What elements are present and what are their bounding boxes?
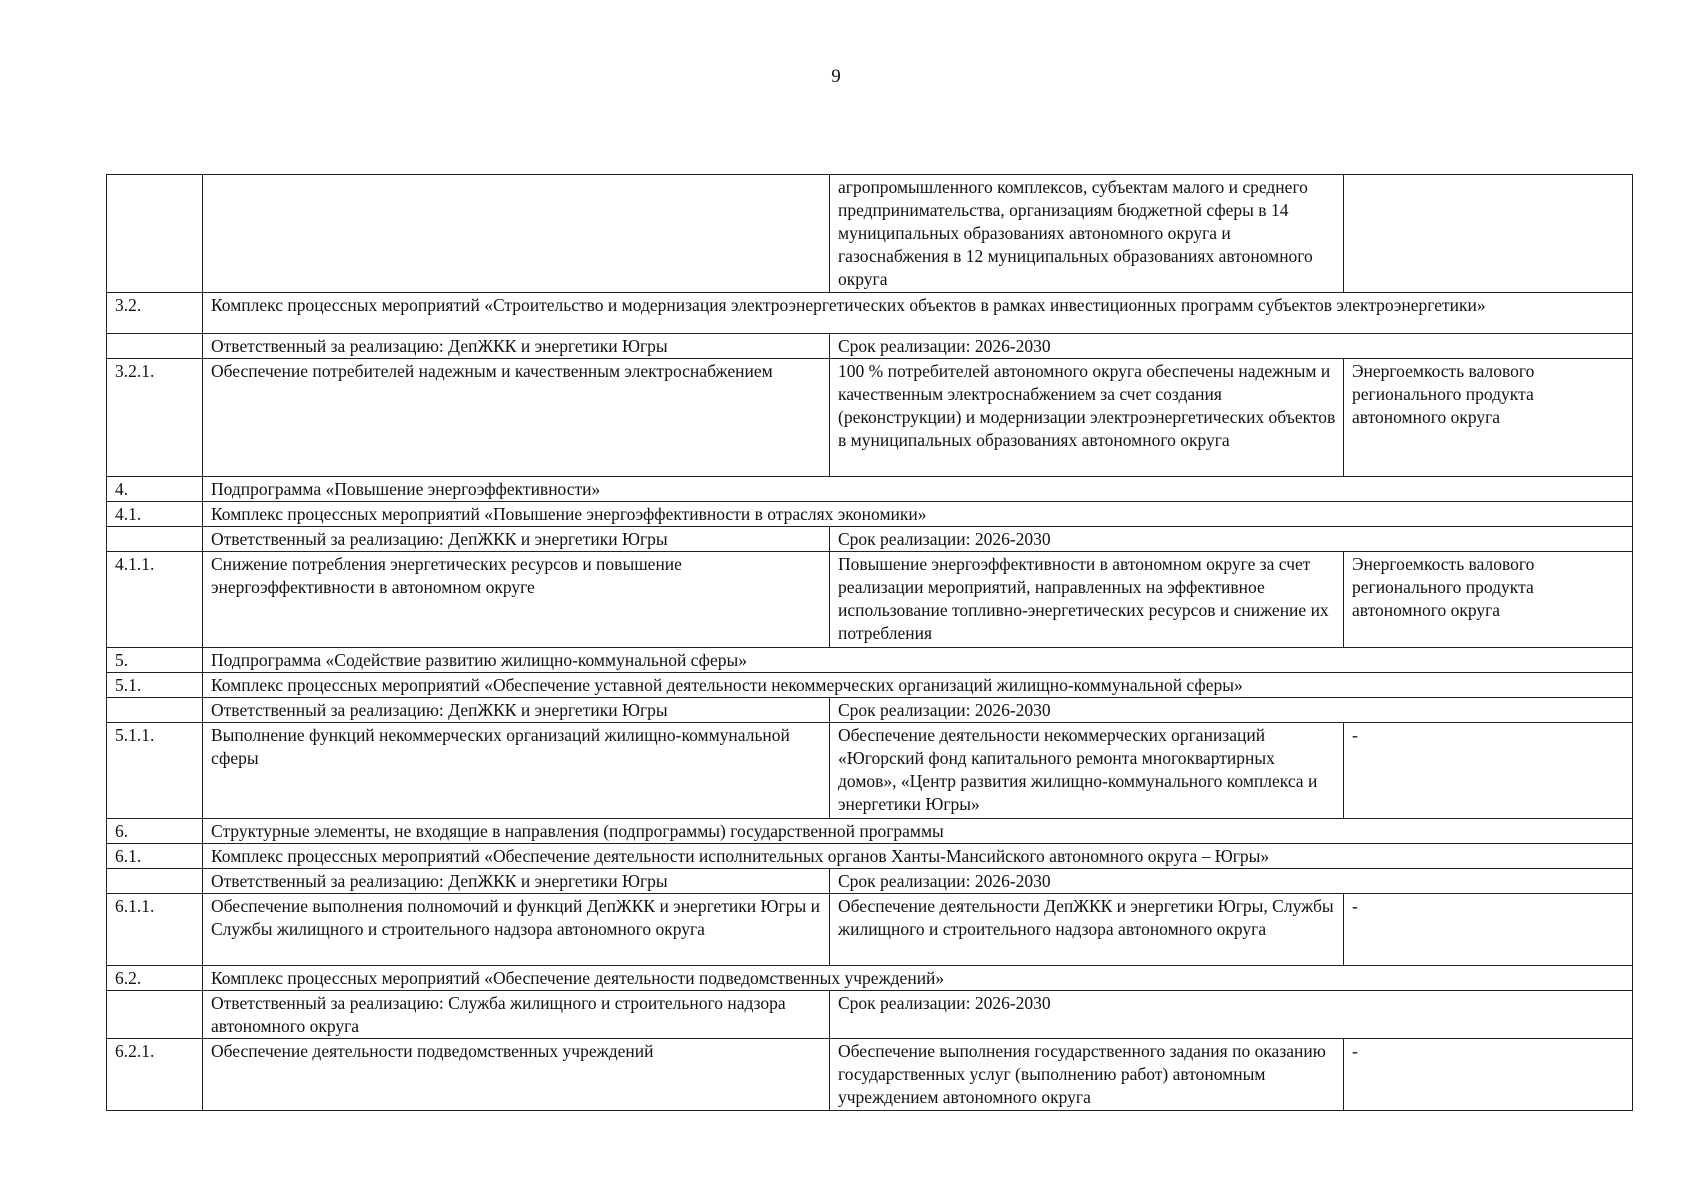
- row-result: Обеспечение выполнения государственного задания по оказанию государственных услуг (выполнению работ) автономным учреждением автономного округа: [830, 1039, 1344, 1111]
- section-row: [107, 502, 1633, 527]
- responsible-row: [107, 698, 1633, 723]
- row-number: 4.1.: [107, 502, 203, 527]
- table-row: [107, 1039, 1633, 1111]
- table-row: [107, 894, 1633, 966]
- row-number: 5.: [107, 648, 203, 673]
- row-number: 5.1.: [107, 673, 203, 698]
- term-cell: Срок реализации: 2026-2030: [830, 527, 1633, 552]
- table-row: [107, 359, 1633, 477]
- term-cell: Срок реализации: 2026-2030: [830, 334, 1633, 359]
- responsible-cell: Ответственный за реализацию: Служба жилищного и строительного надзора автономного округа: [203, 991, 830, 1039]
- row-result: Обеспечение деятельности ДепЖКК и энергетики Югры, Службы жилищного и строительного надзора автономного округа: [830, 894, 1344, 966]
- row-title: Снижение потребления энергетических ресурсов и повышение энергоэффективности в автономном округе: [203, 552, 830, 648]
- row-result: 100 % потребителей автономного округа обеспечены надежным и качественным электроснабжением за счет создания (реконструкции) и модернизации электроэнергетических объектов в муниципальных образованиях автономного округа: [830, 359, 1344, 477]
- section-row: [107, 293, 1633, 334]
- row-title: [203, 175, 830, 293]
- row-number: [107, 175, 203, 293]
- responsible-cell: Ответственный за реализацию: ДепЖКК и энергетики Югры: [203, 527, 830, 552]
- row-result: Обеспечение деятельности некоммерческих организаций «Югорский фонд капитального ремонта многоквартирных домов», «Центр развития жилищно-коммунального комплекса и энергетики Югры»: [830, 723, 1344, 819]
- term-cell: Срок реализации: 2026-2030: [830, 869, 1633, 894]
- row-number: 5.1.1.: [107, 723, 203, 819]
- section-title: Подпрограмма «Содействие развитию жилищно-коммунальной сферы»: [203, 648, 1633, 673]
- term-cell: Срок реализации: 2026-2030: [830, 698, 1633, 723]
- row-number: 4.: [107, 477, 203, 502]
- table-row: [107, 552, 1633, 648]
- row-number: 4.1.1.: [107, 552, 203, 648]
- section-title: Подпрограмма «Повышение энергоэффективности»: [203, 477, 1633, 502]
- section-row: [107, 477, 1633, 502]
- row-indicator: -: [1344, 1039, 1633, 1111]
- page-number: 9: [831, 66, 841, 87]
- program-structure-table: [106, 174, 1633, 1111]
- section-row: [107, 819, 1633, 844]
- row-indicator: Энергоемкость валового регионального продукта автономного округа: [1344, 359, 1633, 477]
- term-cell: Срок реализации: 2026-2030: [830, 991, 1633, 1039]
- row-number: 6.: [107, 819, 203, 844]
- row-title: Выполнение функций некоммерческих организаций жилищно-коммунальной сферы: [203, 723, 830, 819]
- responsible-row: [107, 869, 1633, 894]
- row-number: 6.2.: [107, 966, 203, 991]
- section-title: Комплекс процессных мероприятий «Обеспечение деятельности исполнительных органов Ханты-Мансийского автономного округа – Югры»: [203, 844, 1633, 869]
- responsible-cell: Ответственный за реализацию: ДепЖКК и энергетики Югры: [203, 698, 830, 723]
- row-number: 6.1.1.: [107, 894, 203, 966]
- section-row: [107, 673, 1633, 698]
- section-title: Комплекс процессных мероприятий «Повышение энергоэффективности в отраслях экономики»: [203, 502, 1633, 527]
- row-number: 3.2.1.: [107, 359, 203, 477]
- row-title: Обеспечение потребителей надежным и качественным электроснабжением: [203, 359, 830, 477]
- section-title: Структурные элементы, не входящие в направления (подпрограммы) государственной программы: [203, 819, 1633, 844]
- row-number: 6.2.1.: [107, 1039, 203, 1111]
- row-number: [107, 334, 203, 359]
- responsible-cell: Ответственный за реализацию: ДепЖКК и энергетики Югры: [203, 334, 830, 359]
- section-title: Комплекс процессных мероприятий «Обеспечение деятельности подведомственных учреждений»: [203, 966, 1633, 991]
- table-row: [107, 723, 1633, 819]
- row-indicator: [1344, 175, 1633, 293]
- section-title: Комплекс процессных мероприятий «Обеспечение уставной деятельности некоммерческих организаций жилищно-коммунальной сферы»: [203, 673, 1633, 698]
- row-indicator: -: [1344, 723, 1633, 819]
- section-title: Комплекс процессных мероприятий «Строительство и модернизация электроэнергетических объектов в рамках инвестиционных программ субъектов электроэнергетики»: [203, 293, 1633, 334]
- section-row: [107, 966, 1633, 991]
- responsible-row: [107, 527, 1633, 552]
- row-indicator: Энергоемкость валового регионального продукта автономного округа: [1344, 552, 1633, 648]
- responsible-row: [107, 334, 1633, 359]
- section-row: [107, 648, 1633, 673]
- row-title: Обеспечение деятельности подведомственных учреждений: [203, 1039, 830, 1111]
- row-indicator: -: [1344, 894, 1633, 966]
- row-number: [107, 698, 203, 723]
- row-title: Обеспечение выполнения полномочий и функций ДепЖКК и энергетики Югры и Службы жилищного и строительного надзора автономного округа: [203, 894, 830, 966]
- responsible-cell: Ответственный за реализацию: ДепЖКК и энергетики Югры: [203, 869, 830, 894]
- row-number: 6.1.: [107, 844, 203, 869]
- row-number: 3.2.: [107, 293, 203, 334]
- table-row-continuation: [107, 175, 1633, 293]
- row-number: [107, 869, 203, 894]
- row-result: Повышение энергоэффективности в автономном округе за счет реализации мероприятий, направленных на эффективное использование топливно-энергетических ресурсов и снижение их потребления: [830, 552, 1344, 648]
- section-row: [107, 844, 1633, 869]
- row-number: [107, 991, 203, 1039]
- row-result: агропромышленного комплексов, субъектам малого и среднего предпринимательства, организациям бюджетной сферы в 14 муниципальных образованиях автономного округа и газоснабжения в 12 муниципальных образованиях автономного округа: [830, 175, 1344, 293]
- responsible-row: [107, 991, 1633, 1039]
- row-number: [107, 527, 203, 552]
